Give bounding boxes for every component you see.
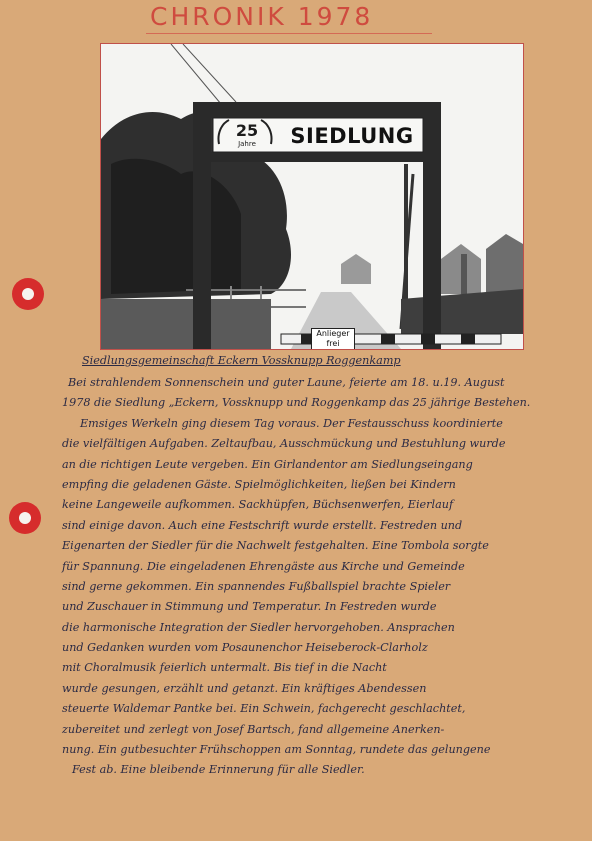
binder-hole-bottom xyxy=(9,502,41,534)
chronicle-text xyxy=(62,351,592,781)
chronicle-body xyxy=(62,373,592,781)
chronicle-line: wurde gesungen, erzählt und getanzt. Ein kräftiges Abendessen xyxy=(62,681,427,695)
chronicle-line: die harmonische Integration der Siedler hervorgehoben. Ansprachen xyxy=(62,620,455,634)
road-sign: Anlieger frei xyxy=(311,328,355,350)
chronicle-line: zubereitet und zerlegt von Josef Bartsch, fand allgemeine Anerken- xyxy=(62,722,445,736)
chronicle-line: Emsiges Werkeln ging diesem Tag voraus. Der Festausschuss koordinierte xyxy=(80,416,503,430)
chronicle-line: keine Langeweile aufkommen. Sackhüpfen, Büchsenwerfen, Eierlauf xyxy=(62,498,454,512)
chronicle-line: und Zuschauer in Stimmung und Temperatur. In Festreden wurde xyxy=(62,600,437,614)
binder-hole-top xyxy=(12,278,44,310)
banner-text: SIEDLUNG xyxy=(290,124,414,148)
chronicle-line: für Spannung. Die eingeladenen Ehrengäste aus Kirche und Gemeinde xyxy=(62,559,465,573)
anniversary-badge xyxy=(221,122,273,154)
chronicle-line: steuerte Waldemar Pantke bei. Ein Schwein, fachgerecht geschlachtet, xyxy=(62,702,466,716)
chronicle-line: sind gerne gekommen. Ein spannendes Fußballspiel brachte Spieler xyxy=(62,579,451,593)
chronicle-line: Eigenarten der Siedler für die Nachwelt festgehalten. Eine Tombola sorgte xyxy=(62,539,489,553)
chronicle-line: sind einige davon. Auch eine Festschrift wurde erstellt. Festreden und xyxy=(62,518,463,532)
chronicle-line: Bei strahlendem Sonnenschein und guter Laune, feierte am 18. u.19. August xyxy=(68,376,505,389)
badge-number: 25 xyxy=(235,121,259,140)
title-underline xyxy=(146,33,432,34)
page-title: CHRONIK 1978 xyxy=(150,2,374,31)
badge-word: Jahre xyxy=(238,140,256,148)
chronicle-line: 1978 die Siedlung „Eckern, Vossknupp und Roggenkamp das 25 jährige Bestehen. xyxy=(62,396,531,410)
archive-photo xyxy=(100,43,524,350)
chronicle-line: die vielfältigen Aufgaben. Zeltaufbau, Ausschmückung und Bestuhlung wurde xyxy=(62,437,506,451)
chronicle-line: mit Choralmusik feierlich untermalt. Bis tief in die Nacht xyxy=(62,661,387,675)
chronicle-line: nung. Ein gutbesuchter Frühschoppen am Sonntag, rundete das gelungene xyxy=(62,743,491,757)
chronicle-heading: Siedlungsgemeinschaft Eckern Vossknupp Roggenkamp xyxy=(82,354,401,367)
street-scene-image xyxy=(101,44,523,349)
chronicle-line: Fest ab. Eine bleibende Erinnerung für alle Siedler. xyxy=(72,763,365,777)
chronicle-line: empfing die geladenen Gäste. Spielmöglichkeiten, ließen bei Kindern xyxy=(62,477,456,491)
chronicle-line: und Gedanken wurden vom Posaunenchor Heiseberock-Clarholz xyxy=(62,641,428,655)
chronicle-line: an die richtigen Leute vergeben. Ein Girlandentor am Siedlungseingang xyxy=(62,457,473,471)
